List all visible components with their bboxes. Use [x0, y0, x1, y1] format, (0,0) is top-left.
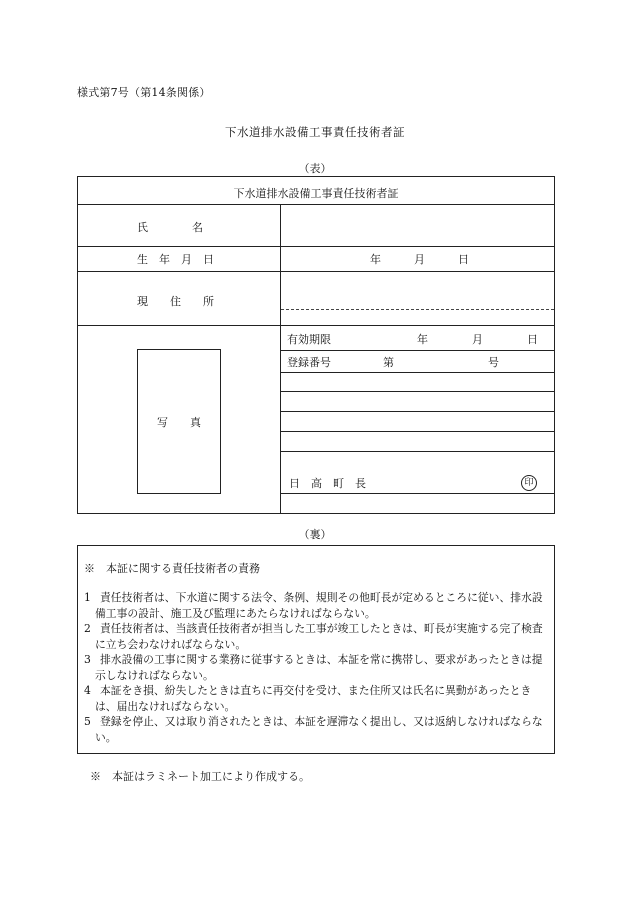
form-number: 様式第7号（第14条関係）	[77, 86, 211, 99]
back-section-label: （裏）	[298, 528, 332, 541]
column-divider	[280, 204, 281, 513]
duties-title: ※ 本証に関する責任技術者の責務	[84, 562, 260, 575]
duty-item	[84, 652, 550, 683]
duty-item	[84, 683, 550, 714]
birthdate-label: 生 年 月 日	[137, 253, 214, 266]
row-divider	[78, 246, 554, 247]
duty-text: 責任技術者は、下水道に関する法令、条例、規則その他町長が定めるところに従い、排水設備工事の設計、施工及び監理にあたらなければならない。	[95, 591, 543, 620]
blank-row-divider	[281, 411, 554, 412]
card-title: 下水道排水設備工事責任技術者証	[233, 187, 399, 200]
address-label: 現 住 所	[137, 295, 214, 308]
certificate-front-card	[77, 176, 555, 514]
blank-row-divider	[281, 431, 554, 432]
document-title: 下水道排水設備工事責任技術者証	[225, 125, 405, 139]
duty-number: 3	[84, 653, 91, 666]
address-dashed-divider	[281, 309, 554, 310]
row-divider	[281, 350, 554, 351]
blank-row-divider	[281, 451, 554, 452]
duty-item	[84, 621, 550, 652]
certificate-back-box	[77, 545, 555, 754]
duty-text: 本証をき損、紛失したときは直ちに再交付を受け、また住所又は氏名に異動があったときは、届出なければならない。	[95, 684, 532, 713]
row-divider	[78, 204, 554, 205]
lamination-footnote: ※ 本証はラミネート加工により作成する。	[90, 770, 310, 783]
registration-suffix: 号	[488, 356, 499, 369]
birthdate-value: 年 月 日	[370, 253, 469, 266]
duty-text: 責任技術者は、当該責任技術者が担当した工事が竣工したときは、町長が実施する完了検査に立ち会わなければならない。	[95, 622, 543, 651]
name-label: 氏 名	[137, 221, 203, 234]
front-section-label: （表）	[298, 162, 332, 175]
validity-label: 有効期限	[287, 333, 331, 346]
duty-number: 2	[84, 622, 91, 635]
duties-list	[84, 590, 550, 745]
issuer-name: 日 高 町 長	[289, 477, 366, 490]
duty-text: 登録を停止、又は取り消されたときは、本証を遅滞なく提出し、又は返納しなければならない。	[95, 715, 543, 744]
row-divider	[281, 372, 554, 373]
duty-number: 5	[84, 715, 91, 728]
duty-item	[84, 590, 550, 621]
photo-label: 写 真	[157, 416, 201, 429]
official-seal-mark: 印	[521, 475, 537, 491]
duty-text: 排水設備の工事に関する業務に従事するときは、本証を常に携帯し、要求があったときは提示しなければならない。	[95, 653, 543, 682]
photo-placeholder	[137, 349, 221, 494]
blank-row-divider	[281, 391, 554, 392]
duty-number: 1	[84, 591, 91, 604]
registration-prefix: 第	[383, 356, 394, 369]
duty-item	[84, 714, 550, 745]
row-divider	[78, 325, 554, 326]
registration-label: 登録番号	[287, 356, 331, 369]
duty-number: 4	[84, 684, 91, 697]
row-divider	[78, 271, 554, 272]
validity-date: 年 月 日	[417, 333, 538, 346]
row-divider	[281, 493, 554, 494]
